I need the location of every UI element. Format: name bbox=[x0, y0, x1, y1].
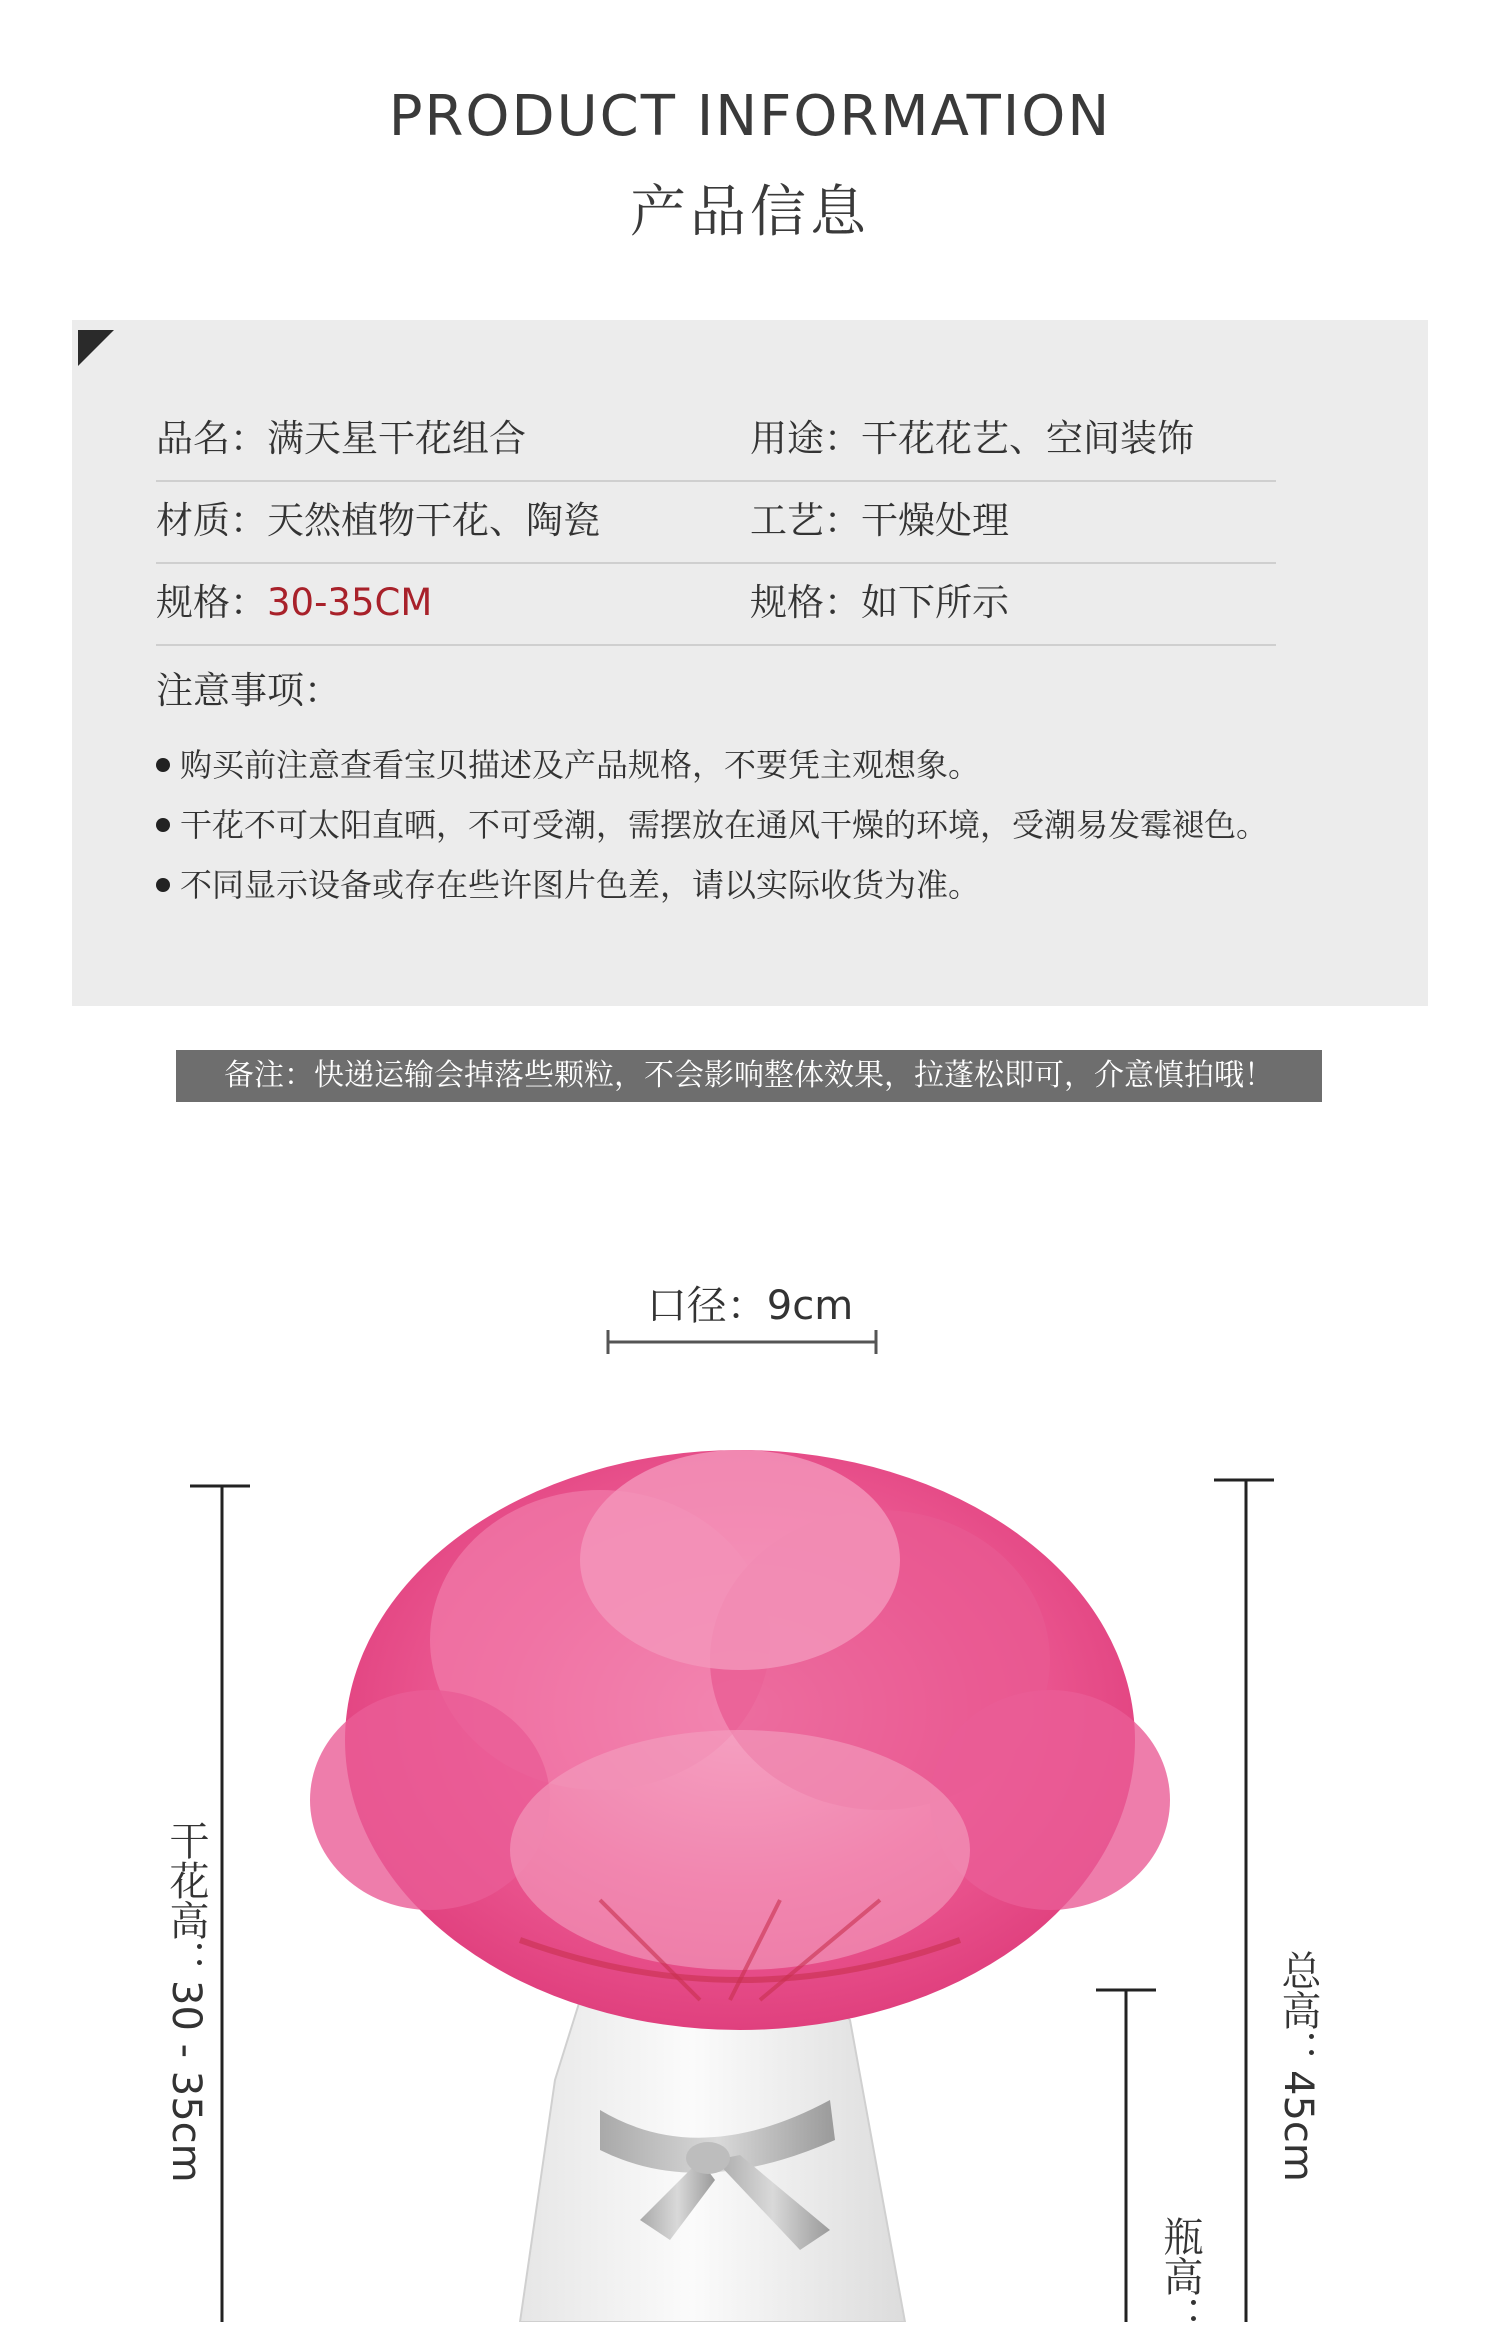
info-spec: 规格：30-35CM bbox=[156, 581, 433, 624]
vase-height-line bbox=[1096, 1990, 1156, 2322]
total-height-label: 总高：45cm bbox=[1275, 1950, 1321, 2182]
section-title-cn: 产品信息 bbox=[630, 180, 870, 245]
info-spec-2: 规格：如下所示 bbox=[750, 581, 1009, 624]
section-title-en: PRODUCT INFORMATION bbox=[388, 84, 1112, 149]
notice-title: 注意事项： bbox=[156, 669, 341, 712]
remark-bar: 备注：快递运输会掉落些颗粒，不会影响整体效果，拉蓬松即可，介意慎拍哦！ bbox=[176, 1050, 1322, 1102]
info-name: 品名：满天星干花组合 bbox=[156, 417, 526, 460]
corner-triangle-icon bbox=[78, 330, 114, 366]
info-material: 材质：天然植物干花、陶瓷 bbox=[156, 499, 600, 542]
notice-item: 不同显示设备或存在些许图片色差，请以实际收货为准。 bbox=[156, 860, 980, 906]
mouth-diameter-label: 口径：9cm bbox=[646, 1283, 854, 1329]
total-height-line bbox=[1214, 1480, 1274, 2322]
flower-height-label: 干花高：30 - 35cm bbox=[163, 1820, 209, 2183]
notice-item: 干花不可太阳直晒，不可受潮，需摆放在通风干燥的环境，受潮易发霉褪色。 bbox=[156, 800, 1268, 846]
info-usage: 用途：干花花艺、空间装饰 bbox=[750, 417, 1194, 460]
info-row bbox=[156, 572, 1276, 646]
info-craft: 工艺：干燥处理 bbox=[750, 499, 1009, 542]
info-row bbox=[156, 490, 1276, 564]
mouth-dimension-line bbox=[0, 1320, 1500, 1360]
bullet-dot-icon bbox=[156, 818, 170, 832]
bullet-dot-icon bbox=[156, 758, 170, 772]
row-divider bbox=[156, 562, 1276, 564]
info-row bbox=[156, 408, 1276, 482]
product-info-panel bbox=[72, 320, 1428, 1006]
baby-breath-bouquet bbox=[310, 1450, 1170, 2030]
notice-item: 购买前注意查看宝贝描述及产品规格，不要凭主观想象。 bbox=[156, 740, 980, 786]
bullet-dot-icon bbox=[156, 878, 170, 892]
row-divider bbox=[156, 644, 1276, 646]
vase-height-label: 瓶高： bbox=[1157, 2216, 1203, 2336]
row-divider bbox=[156, 480, 1276, 482]
